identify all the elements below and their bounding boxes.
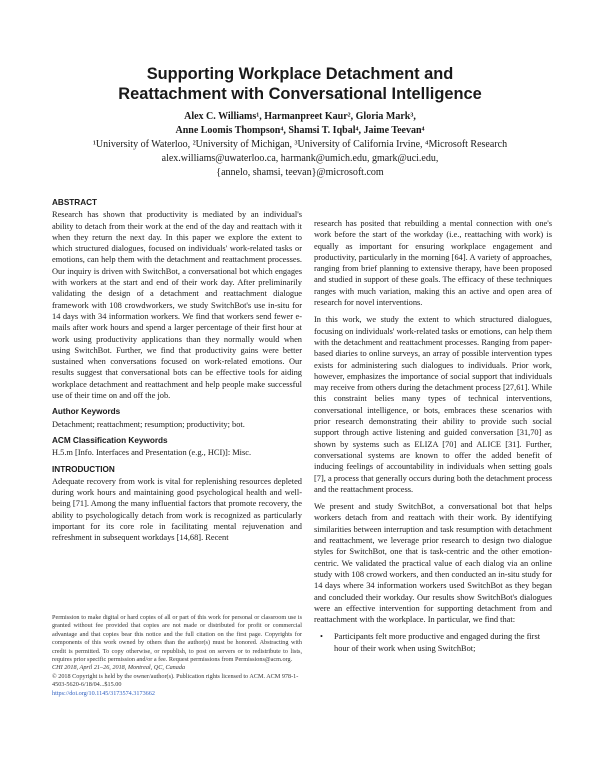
affiliations: ¹University of Waterloo, ²University of Michigan, ³University of California Irvine, ⁴Microsoft Research	[92, 139, 508, 150]
author-block	[30, 110, 570, 180]
keywords-heading: Author Keywords	[52, 407, 121, 417]
introduction-heading: INTRODUCTION	[52, 464, 115, 474]
emails-line-1: alex.williams@uwaterloo.ca, harmank@umich.edu, gmark@uci.edu,	[161, 153, 439, 164]
doi-link[interactable]: https://doi.org/10.1145/3173574.3173662	[52, 689, 155, 697]
conference-info: CHI 2018, April 21–26, 2018, Montreal, QC, Canada	[52, 664, 186, 672]
permission-text: Permission to make digital or hard copies of all or part of this work for personal or classroom use is granted without fee provided that copies are not made or distributed for profit or commercial advantage and that copies bear this notice and the full citation on the first page. Copyrights for components of this work owned by others than the author(s) must be honored. Abstracting with credit is permitted. To copy otherwise, or republish, to post on servers or to redistribute to lists, requires prior specific permission and/or a fee. Request permissions from Permissions@acm.org.	[52, 614, 302, 664]
left-column	[52, 197, 302, 547]
acm-text: H.5.m [Info. Interfaces and Presentation (e.g., HCI)]: Misc.	[52, 448, 252, 458]
title-line-1: Supporting Workplace Detachment and	[146, 65, 454, 83]
copyright-block	[52, 614, 302, 698]
abstract-text: Research has shown that productivity is mediated by an individual's ability to detach from their work at the end of the day and reattach with it when they return the next day. In this paper we explore the extent to which structured dialogues, focused on individuals' work-related tasks or emotions, can help them with the detachment and reattachment processes. Our inquiry is driven with SwitchBot, a conversational bot which engages with workers at the start and end of their work day. After preliminarily validating the design of a detachment and reattachment dialogue framework with 108 crowdworkers, we study SwitchBot's use in-situ for 14 days with 34 information workers. We find that workers send fewer e-mails after work hours and spend a larger percentage of their first hour at work using productivity applications than they normally would when using SwitchBot. Further, we find that productivity gains were better sustained when conversations focused on work-related emotions. Our results suggest that conversational bots can be effective tools for aiding workplace detachment and reattachment and help people make successful use of their time on and off the job.	[52, 210, 302, 401]
rights-info: © 2018 Copyright is held by the owner/author(s). Publication rights licensed to ACM. ACM 978-1-4503-5620-6/18/04...$15.00	[52, 672, 299, 689]
keywords-text: Detachment; reattachment; resumption; productivity; bot.	[52, 419, 245, 429]
introduction-text: Adequate recovery from work is vital for replenishing resources depleted during work hours and maintaining good psychological health and well-being [71]. Among the many influential factors that promote recovery, the ability to psychologically detach from work is recognized as particularly important for its core role in facilitating mental rejuvenation and refreshment in subsequent workdays [14,68]. Recent	[52, 476, 302, 543]
title-line-2: Reattachment with Conversational Intelligence	[118, 85, 482, 103]
right-paragraph-1: research has posited that rebuilding a mental connection with one's work before the start of the workday (i.e., reattaching with work) is equally as important for ensuring workplace engagement and productivity, particularly in the morning [64]. A variety of approaches, ranging from brief planning to extensive therapy, have been proposed and studied in support of these goals. The efficacy of these techniques ranges with much variation, making this an active and open area of research for novel interventions.	[314, 219, 552, 308]
right-paragraph-3: We present and study SwitchBot, a conversational bot that helps workers detach from and reattach with their work. By identifying similarities between interruption and task resumption with detachment and reattachment, we leverage prior research to design two dialogue styles for SwitchBot, one that is task-centric and the other emotion-centric. We validated the practical value of each dialog via an online study with 108 crowd workers, and then conducted an in-situ study for 14 days where 34 information workers used SwitchBot as they began and concluded their workday. Our results show SwitchBot's dialogues were an effective intervention for supporting detachment from and reattachment with the workplace. In particular, we find that:	[314, 502, 552, 625]
authors-line-1: Alex C. Williams¹, Harmanpreet Kaur², Gloria Mark³,	[184, 111, 416, 122]
paper-title	[40, 64, 560, 104]
findings-list	[314, 631, 552, 654]
right-paragraph-2: In this work, we study the extent to which structured dialogues, focusing on individuals' work-related tasks or emotions, can help them with the detachment and reattachment processes. Ranging from paper-based diaries to online surveys, an array of possible intervention types exists for administering such dialogues to individuals. Prior work, however, emphasizes the importance of social support that individuals may receive from others during the detachment process [27,61]. While this constraint belies many types of technical interventions, conversational intelligence, or bots, embraces these scenarios with prior research demonstrating their ability to provide such social support through active listening and guided conversation [31,70] as shown by systems such as ELIZA [70] and ALICE [31]. Further, conversational systems are known to offer the added benefit of inducing feelings of accountability in individuals when setting goals [7], a process that generally occurs during both the detachment process and the reattachment process.	[314, 315, 552, 494]
right-column	[314, 218, 552, 654]
authors-line-2: Anne Loomis Thompson⁴, Shamsi T. Iqbal⁴, Jaime Teevan⁴	[175, 125, 425, 136]
finding-item-1: • Participants felt more productive and engaged during the first hour of their work when using SwitchBot;	[314, 631, 552, 654]
emails-line-2: {annelo, shamsi, teevan}@microsoft.com	[216, 167, 384, 178]
abstract-heading: ABSTRACT	[52, 198, 98, 207]
acm-heading: ACM Classification Keywords	[52, 435, 168, 445]
